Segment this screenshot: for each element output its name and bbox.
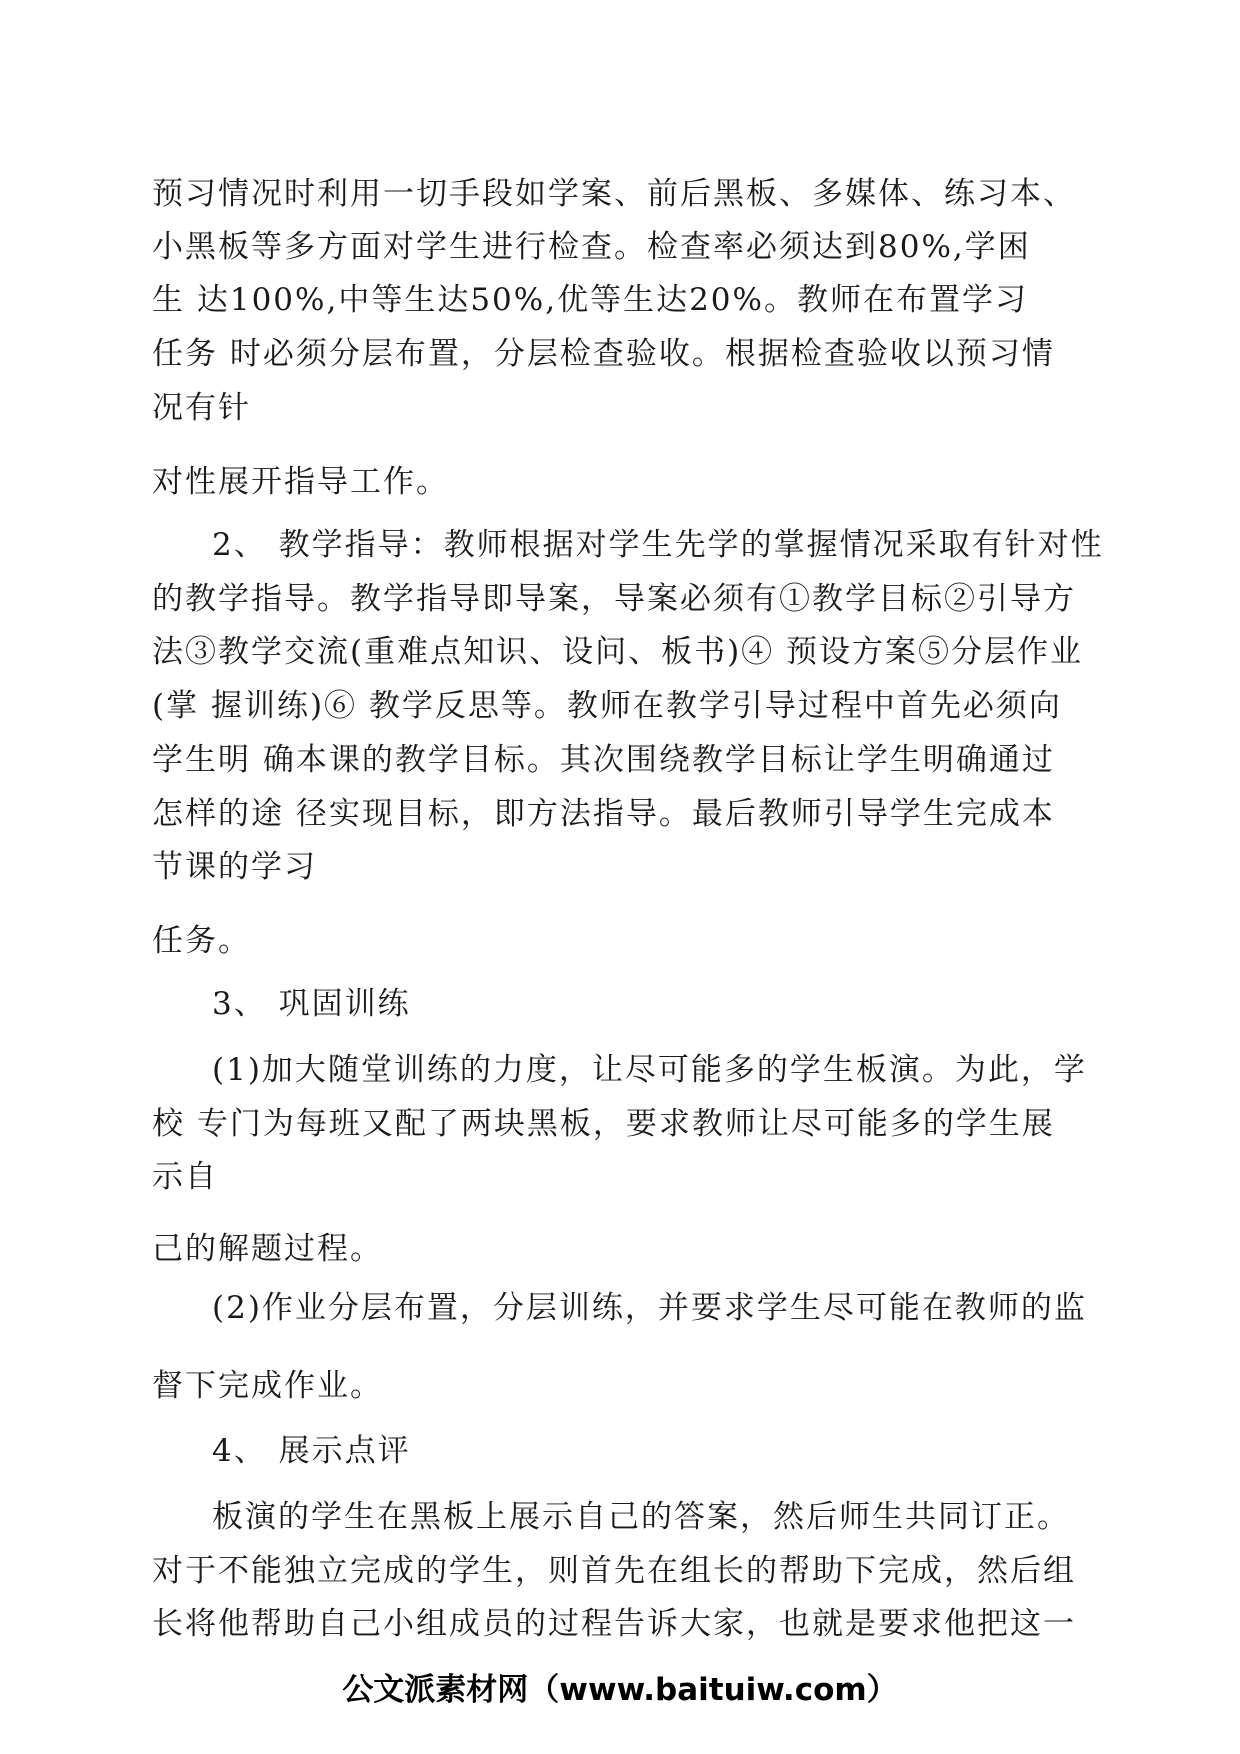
text-line: 节课的学习 — [152, 849, 317, 885]
text-line: (1)加大随堂训练的力度，让尽可能多的学生板演。为此，学 — [212, 1052, 1087, 1088]
text-line: 长将他帮助自己小组成员的过程告诉大家，也就是要求他把这一 — [152, 1606, 1076, 1642]
section-heading-4: 4、 展示点评 — [212, 1433, 411, 1469]
text-line: (2)作业分层布置，分层训练，并要求学生尽可能在教师的监 — [212, 1290, 1087, 1326]
text-line: 任务。 — [152, 923, 251, 959]
text-line: 示自 — [152, 1159, 218, 1195]
text-line: 况有针 — [152, 390, 251, 426]
text-line: 法③教学交流(重难点知识、设问、板书)④ 预设方案⑤分层作业 — [152, 634, 1084, 670]
section-heading-2: 2、 教学指导：教师根据对学生先学的掌握情况采取有针对性 — [212, 527, 1104, 563]
text-line: 对于不能独立完成的学生，则首先在组长的帮助下完成，然后组 — [152, 1553, 1076, 1589]
text-line: 预习情况时利用一切手段如学案、前后黑板、多媒体、练习本、 — [152, 176, 1076, 212]
text-line: 小黑板等多方面对学生进行检查。检查率必须达到80%,学困 — [152, 229, 1031, 265]
text-line: 生 达100%,中等生达50%,优等生达20%。教师在布置学习 — [152, 282, 1028, 318]
text-line: 的教学指导。教学指导即导案，导案必须有①教学目标②引导方 — [152, 581, 1076, 617]
footer-watermark: 公文派素材网（www.baituiw.com） — [342, 1672, 898, 1708]
text-line: 督下完成作业。 — [152, 1368, 383, 1404]
text-line: 对性展开指导工作。 — [152, 464, 449, 500]
text-line: 己的解题过程。 — [152, 1231, 383, 1267]
text-line: 校 专门为每班又配了两块黑板，要求教师让尽可能多的学生展 — [152, 1106, 1055, 1142]
text-line: (掌 握训练)⑥ 教学反思等。教师在教学引导过程中首先必须向 — [152, 688, 1062, 724]
text-line: 学生明 确本课的教学目标。其次围绕教学目标让学生明确通过 — [152, 742, 1055, 778]
section-heading-3: 3、 巩固训练 — [212, 986, 411, 1022]
text-line: 板演的学生在黑板上展示自己的答案，然后师生共同订正。 — [212, 1499, 1070, 1535]
text-line: 怎样的途 径实现目标，即方法指导。最后教师引导学生完成本 — [152, 796, 1055, 832]
text-line: 任务 时必须分层布置，分层检查验收。根据检查验收以预习情 — [152, 336, 1055, 372]
